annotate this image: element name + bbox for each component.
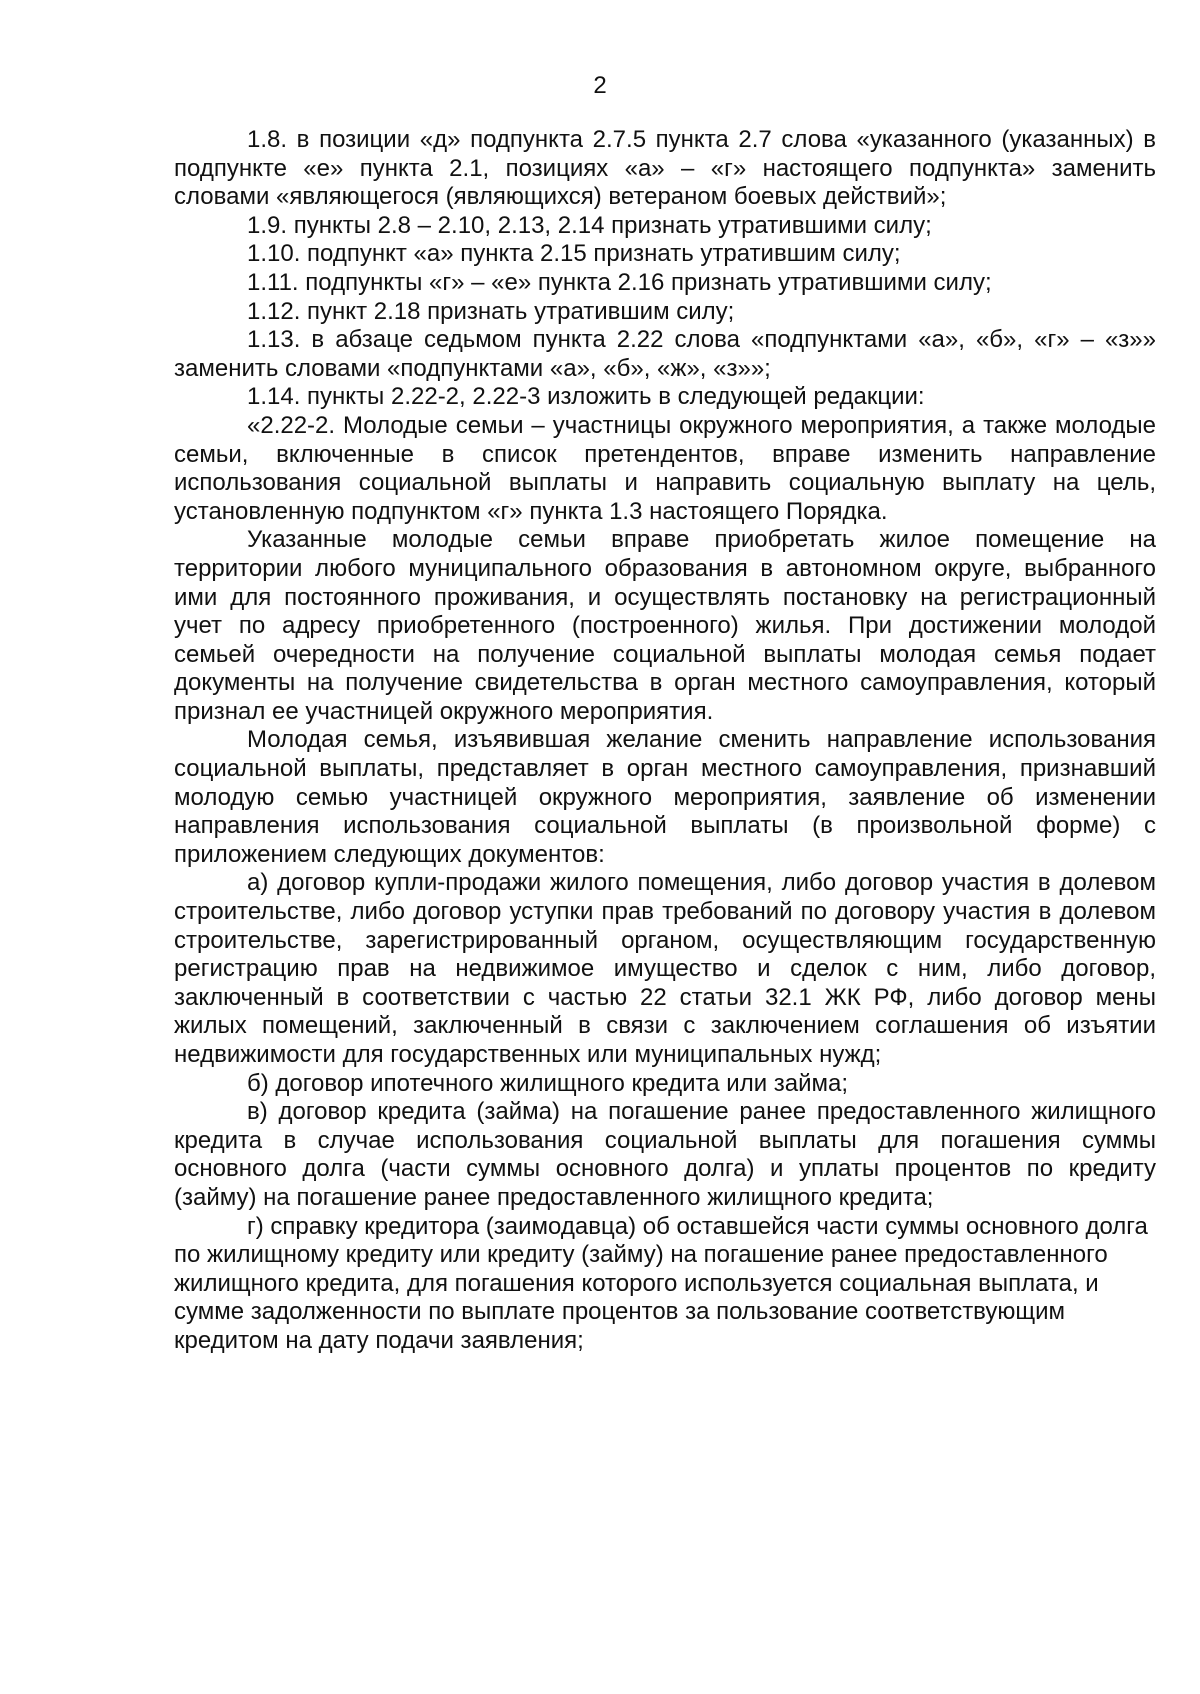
list-item-a: а) договор купли-продажи жилого помещения, либо договор участия в долевом строительстве, либо договор уступки прав требований по договору участия в долевом строительстве, зарегистрированный органом, осуществляющим государственную регистрацию прав на недвижимое имущество и сделок с ним, либо договор, заключенный в соответствии с частью 22 статьи 32.1 ЖК РФ, либо договор мены жилых помещений, заключенный в связи с заключением соглашения об изъятии недвижимости для государственных или муниципальных нужд;	[174, 869, 1156, 1068]
list-item-b: б) договор ипотечного жилищного кредита или займа;	[247, 1069, 849, 1097]
list-item-g: г) справку кредитора (заимодавца) об оставшейся части суммы основного долга по жилищному кредиту или кредиту (займу) на погашение ранее предоставленного жилищного кредита, для погашения которого используется социальная выплата, и сумме задолженности по выплате процентов за пользование соответствующим кредитом на дату подачи заявления;	[174, 1212, 1148, 1354]
document-body	[174, 126, 1156, 1356]
paragraph-1-8: 1.8. в позиции «д» подпункта 2.7.5 пункта 2.7 слова «указанного (указанных) в подпункте «е» пункта 2.1, позициях «а» – «г» настоящего подпункта» заменить словами «являющегося (являющихся) ветераном боевых действий»;	[174, 126, 1156, 211]
paragraph-1-13: 1.13. в абзаце седьмом пункта 2.22 слова «подпунктами «а», «б», «г» – «з»» заменить словами «подпунктами «а», «б», «ж», «з»»;	[174, 326, 1156, 382]
list-item-v: в) договор кредита (займа) на погашение ранее предоставленного жилищного кредита в случае использования социальной выплаты для погашения суммы основного долга (части суммы основного долга) и уплаты процентов по кредиту (займу) на погашение ранее предоставленного жилищного кредита;	[174, 1098, 1156, 1211]
paragraph-1-10: 1.10. подпункт «а» пункта 2.15 признать утратившим силу;	[247, 240, 901, 268]
page-number: 2	[593, 72, 607, 99]
paragraph-1-11: 1.11. подпункты «г» – «е» пункта 2.16 признать утратившими силу;	[247, 268, 992, 296]
paragraph-1-12: 1.12. пункт 2.18 признать утратившим силу;	[247, 297, 735, 325]
paragraph-application: Молодая семья, изъявившая желание сменить направление использования социальной выплаты, представляет в орган местного самоуправления, признавший молодую семью участницей окружного мероприятия, заявление об изменении направления использования социальной выплаты (в произвольной форме) с приложением следующих документов:	[174, 726, 1156, 868]
paragraph-1-14: 1.14. пункты 2.22-2, 2.22-3 изложить в следующей редакции:	[247, 383, 925, 411]
paragraph-families-rights: Указанные молодые семьи вправе приобретать жилое помещение на территории любого муниципального образования в автономном округе, выбранного ими для постоянного проживания, и осуществлять постановку на регистрационный учет по адресу приобретенного (построенного) жилья. При достижении молодой семьей очередности на получение социальной выплаты молодая семья подает документы на получение свидетельства в орган местного самоуправления, который признал ее участницей окружного мероприятия.	[174, 526, 1156, 725]
paragraph-1-9: 1.9. пункты 2.8 – 2.10, 2.13, 2.14 признать утратившими силу;	[247, 211, 932, 239]
paragraph-2-22-2: «2.22-2. Молодые семьи – участницы окружного мероприятия, а также молодые семьи, включенные в список претендентов, вправе изменить направление использования социальной выплаты и направить социальную выплату на цель, установленную подпунктом «г» пункта 1.3 настоящего Порядка.	[174, 411, 1156, 525]
